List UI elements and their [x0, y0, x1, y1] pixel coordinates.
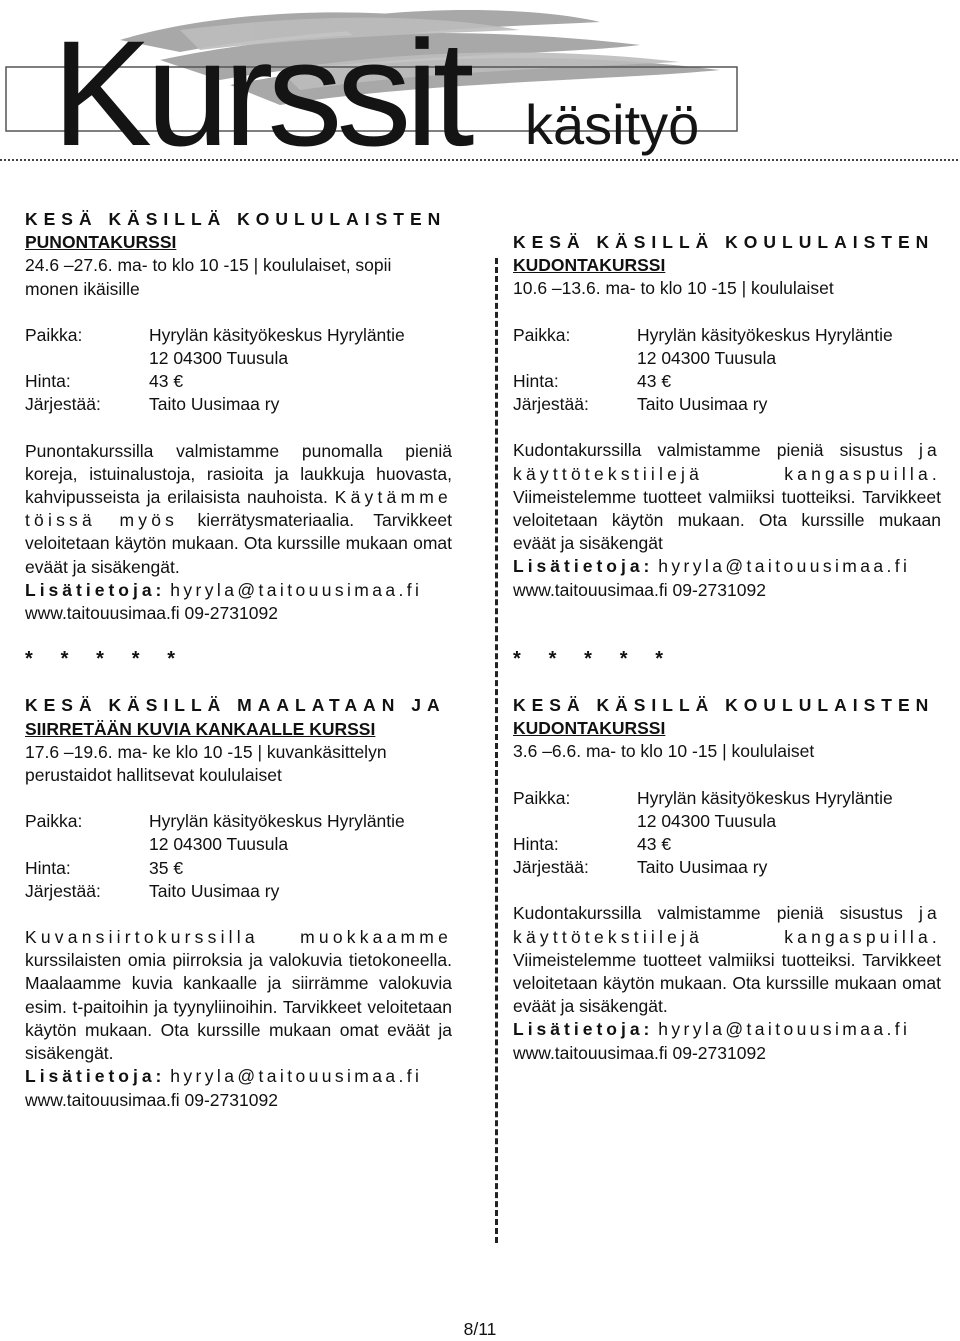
course-name: KUDONTAKURSSI	[513, 255, 666, 276]
hinta-label: Hinta:	[513, 834, 559, 855]
contact-label: Lisätietoja:	[513, 1019, 654, 1040]
contact-web-phone: www.taitouusimaa.fi 09-2731092	[25, 603, 278, 624]
jarjestaa-value: Taito Uusimaa ry	[637, 394, 768, 415]
course-name: PUNONTAKURSSI	[25, 232, 177, 253]
contact-email: hyryla@taitouusimaa.fi	[170, 1066, 423, 1087]
info-hinta	[25, 370, 452, 393]
page-title: Kurssit	[52, 9, 469, 177]
info-hinta	[25, 857, 452, 880]
contact-info	[513, 555, 941, 578]
hinta-value: 35 €	[149, 857, 184, 878]
paikka-address: Hyrylän käsityökeskus Hyryläntie	[637, 324, 893, 345]
course-audience: monen ikäisille	[25, 278, 140, 299]
right-column	[513, 231, 941, 1065]
jarjestaa-label: Järjestää:	[513, 394, 589, 415]
info-paikka	[513, 787, 941, 833]
section-separator: * * * * *	[25, 648, 176, 671]
course-description: Kudontakurssilla valmistamme pieniä sisustus ja käyttötekstiilejä kangaspuilla. Viimeistelemme tuotteet valmiiksi tuotteiksi. Tarvikkeet veloitetaan käytön mukaan. Ota kurssille mukaan eväät ja sisäkengät	[513, 440, 941, 554]
info-paikka	[25, 324, 452, 370]
contact-email: hyryla@taitouusimaa.fi	[658, 1019, 911, 1040]
info-paikka	[513, 324, 941, 370]
contact-label: Lisätietoja:	[513, 556, 654, 577]
contact-email: hyryla@taitouusimaa.fi	[170, 579, 423, 600]
hinta-value: 43 €	[149, 371, 184, 392]
jarjestaa-label: Järjestää:	[25, 880, 101, 901]
hinta-value: 43 €	[637, 834, 672, 855]
course-audience: perustaidot hallitsevat koululaiset	[25, 765, 282, 786]
contact-web-phone: www.taitouusimaa.fi 09-2731092	[513, 579, 766, 600]
paikka-address: Hyrylän käsityökeskus Hyryläntie	[149, 811, 405, 832]
left-column	[25, 208, 452, 1112]
course-heading: KESÄ KÄSILLÄ MAALATAAN JA	[25, 695, 446, 716]
jarjestaa-value: Taito Uusimaa ry	[149, 394, 280, 415]
page-subtitle: käsityö	[525, 93, 700, 156]
contact-info	[513, 1018, 941, 1041]
jarjestaa-value: Taito Uusimaa ry	[637, 857, 768, 878]
course-kudontakurssi-2	[513, 694, 941, 1065]
jarjestaa-label: Järjestää:	[25, 394, 101, 415]
paikka-label: Paikka:	[513, 787, 571, 808]
paikka-postal: 12 04300 Tuusula	[149, 348, 289, 369]
course-description: Kuvansiirtokurssilla muokkaamme kurssilaisten omia piirroksia ja valokuvia tietokoneella. Maalaamme kuvia kankaalle ja siirrämme valokuvia esim. t-paitoihin ja tyynyliinoihin. Tarvikkeet veloitetaan käytön mukaan. Ota kurssille mukaan omat eväät ja sisäkengät.	[25, 927, 452, 1064]
course-heading: KESÄ KÄSILLÄ KOULULAISTEN	[513, 695, 935, 716]
course-dates: 3.6 –6.6. ma- to klo 10 -15 | koululaiset	[513, 741, 815, 762]
paikka-postal: 12 04300 Tuusula	[637, 810, 777, 831]
section-separator: * * * * *	[513, 647, 664, 670]
paikka-address: Hyrylän käsityökeskus Hyryläntie	[149, 324, 405, 345]
course-heading: KESÄ KÄSILLÄ KOULULAISTEN	[25, 209, 447, 229]
contact-label: Lisätietoja:	[25, 579, 166, 600]
info-paikka	[25, 810, 452, 856]
course-punontakurssi	[25, 208, 452, 625]
info-jarjestaa	[513, 393, 941, 416]
info-jarjestaa	[25, 393, 452, 416]
paikka-value	[637, 324, 941, 370]
course-dates: 17.6 –19.6. ma- ke klo 10 -15 | kuvankäsittelyn	[25, 741, 387, 762]
course-description: Kudontakurssilla valmistamme pieniä sisustus ja käyttötekstiilejä kangaspuilla. Viimeistelemme tuotteet valmiiksi tuotteiksi. Tarvikkeet veloitetaan käytön mukaan. Ota kurssille mukaan omat eväät ja sisäkengät.	[513, 903, 941, 1017]
course-heading: KESÄ KÄSILLÄ KOULULAISTEN	[513, 232, 935, 252]
course-kuvansiirto	[25, 694, 452, 1111]
contact-label: Lisätietoja:	[25, 1066, 166, 1087]
contact-email: hyryla@taitouusimaa.fi	[658, 556, 911, 577]
page-number: 8/11	[463, 1319, 497, 1339]
course-description: Punontakurssilla valmistamme punomalla pieniä koreja, istuinalustoja, rasioita ja laukkuja huovasta, kahvipusseista ja erilaisista nauhoista. Käytämme töissä myös kierrätysmateriaalia. Tarvikkeet veloitetaan käytön mukaan. Ota kurssille mukaan omat eväät ja sisäkengät.	[25, 440, 452, 577]
paikka-label: Paikka:	[25, 324, 83, 345]
hinta-value: 43 €	[637, 371, 672, 392]
page-header	[0, 0, 960, 175]
paikka-postal: 12 04300 Tuusula	[637, 347, 777, 368]
info-jarjestaa	[513, 856, 941, 879]
course-name: SIIRRETÄÄN KUVIA KANKAALLE KURSSI	[25, 718, 376, 739]
hinta-label: Hinta:	[25, 371, 71, 392]
paikka-value	[149, 324, 452, 370]
hinta-label: Hinta:	[513, 371, 559, 392]
paikka-label: Paikka:	[25, 811, 83, 832]
course-name: KUDONTAKURSSI	[513, 718, 666, 739]
course-kudontakurssi-1	[513, 231, 941, 602]
course-dates: 24.6 –27.6. ma- to klo 10 -15 | koululaiset, sopii	[25, 255, 392, 276]
paikka-postal: 12 04300 Tuusula	[149, 834, 289, 855]
info-jarjestaa	[25, 880, 452, 903]
paikka-address: Hyrylän käsityökeskus Hyryläntie	[637, 787, 893, 808]
contact-info	[25, 1065, 452, 1088]
hinta-label: Hinta:	[25, 857, 71, 878]
contact-info	[25, 579, 452, 602]
column-divider	[495, 258, 498, 1243]
paikka-value	[637, 787, 941, 833]
info-hinta	[513, 370, 941, 393]
contact-web-phone: www.taitouusimaa.fi 09-2731092	[25, 1089, 278, 1110]
paikka-value	[149, 810, 452, 856]
info-hinta	[513, 833, 941, 856]
contact-web-phone: www.taitouusimaa.fi 09-2731092	[513, 1042, 766, 1063]
jarjestaa-label: Järjestää:	[513, 857, 589, 878]
jarjestaa-value: Taito Uusimaa ry	[149, 880, 280, 901]
course-dates: 10.6 –13.6. ma- to klo 10 -15 | koululaiset	[513, 278, 834, 299]
paikka-label: Paikka:	[513, 324, 571, 345]
